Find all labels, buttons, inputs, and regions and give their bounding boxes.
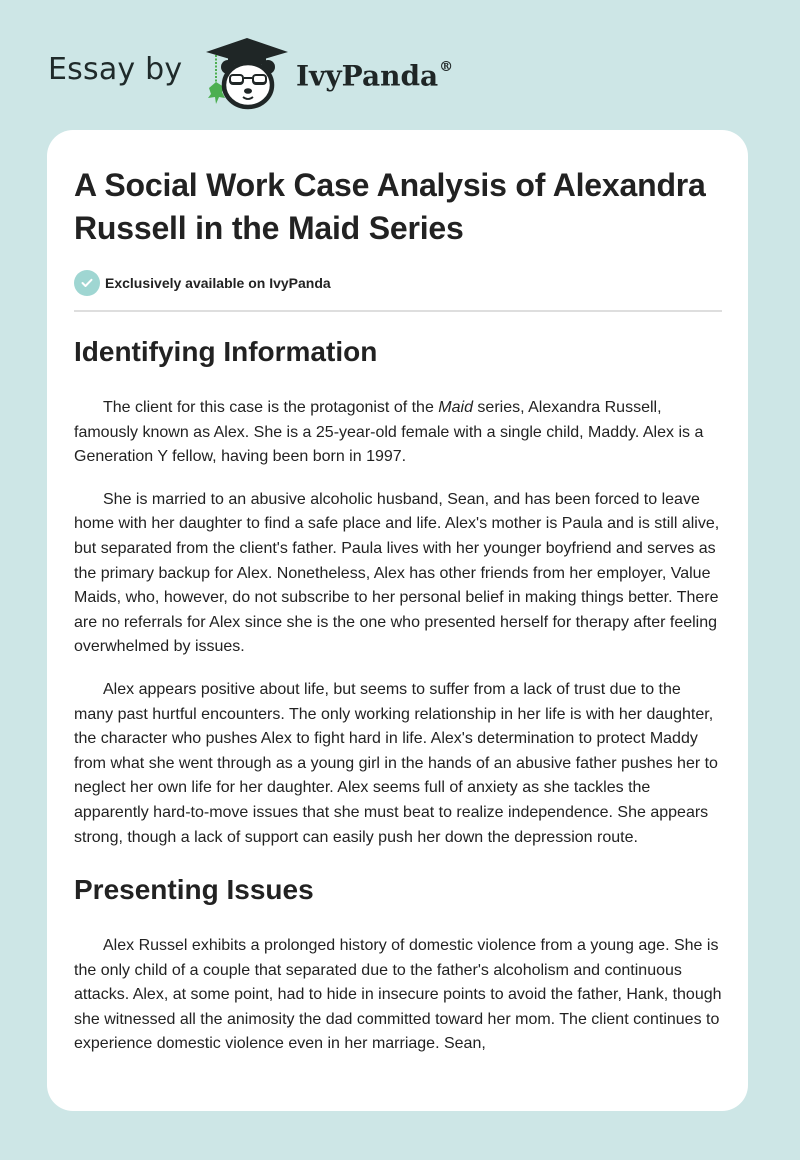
brand-text: IvyPanda: [296, 59, 439, 93]
paragraph: Alex Russel exhibits a prolonged history of domestic violence from a young age. She is the only child of a couple that separated due to the father's alcoholism and continuous attacks. Alex, at some point, had to hide in insecure points to avoid the father, Hank, though she witnessed all the animosity the dad committed toward her mom. The client continues to experience domestic violence even in her marriage. Sean,: [74, 937, 722, 1053]
registered-mark: ®: [439, 59, 454, 75]
essay-by-label: Essay by: [48, 52, 183, 87]
paragraph: She is married to an abusive alcoholic husband, Sean, and has been forced to leave home with her daughter to find a safe place and life. Alex's mother is Paula and is still alive, but separated from the client's father. Paula lives with her younger boyfriend and serves as the primary backup for Alex. Nonetheless, Alex has other friends from her employer, Value Maids, who, however, do not subscribe to her personal belief in making things better. There are no referrals for Alex since she is the one who presented herself for therapy after feeling overwhelmed by issues.: [74, 490, 720, 656]
check-circle-icon: [74, 270, 100, 296]
page-title: A Social Work Case Analysis of Alexandra Russell in the Maid Series: [74, 167, 706, 246]
paragraph-text: series, Alexandra Russell, famously known as Alex. She is a 25-year-old female with a single child, Maddy. Alex is a Generation Y fellow, having been born in 1997.: [74, 399, 704, 466]
essay-content: [74, 130, 722, 1057]
paragraph-text: The client for this case is the protagonist of the: [103, 399, 439, 416]
badge-text: Exclusively available on IvyPanda: [105, 275, 331, 291]
essay-card: [47, 130, 748, 1111]
italic-title: Maid: [438, 399, 473, 416]
section-presenting-issues: [74, 872, 722, 1057]
divider: [74, 310, 722, 312]
section-heading: Identifying Information: [74, 336, 378, 367]
brand-name[interactable]: [296, 51, 453, 96]
site-header: [0, 0, 800, 130]
panda-graduate-icon[interactable]: [202, 36, 292, 110]
paragraph: [74, 396, 722, 470]
section-heading: Presenting Issues: [74, 874, 314, 906]
paragraph: Alex appears positive about life, but seems to suffer from a lack of trust due to the many past hurtful encounters. The only working relationship in her life is with her daughter, the character who pushes Alex to fight hard in life. Alex's determination to protect Maddy from what she went through as a young girl in the hands of an abusive father pushes her to neglect her own life for her daughter. Alex seems full of anxiety as she tackles the apparently hard-to-move issues that she must beat to realize independence. She appears strong, though a lack of support can easily push her down the depression route.: [74, 680, 718, 846]
section-identifying-information: [74, 334, 722, 850]
exclusive-badge: [74, 270, 722, 296]
